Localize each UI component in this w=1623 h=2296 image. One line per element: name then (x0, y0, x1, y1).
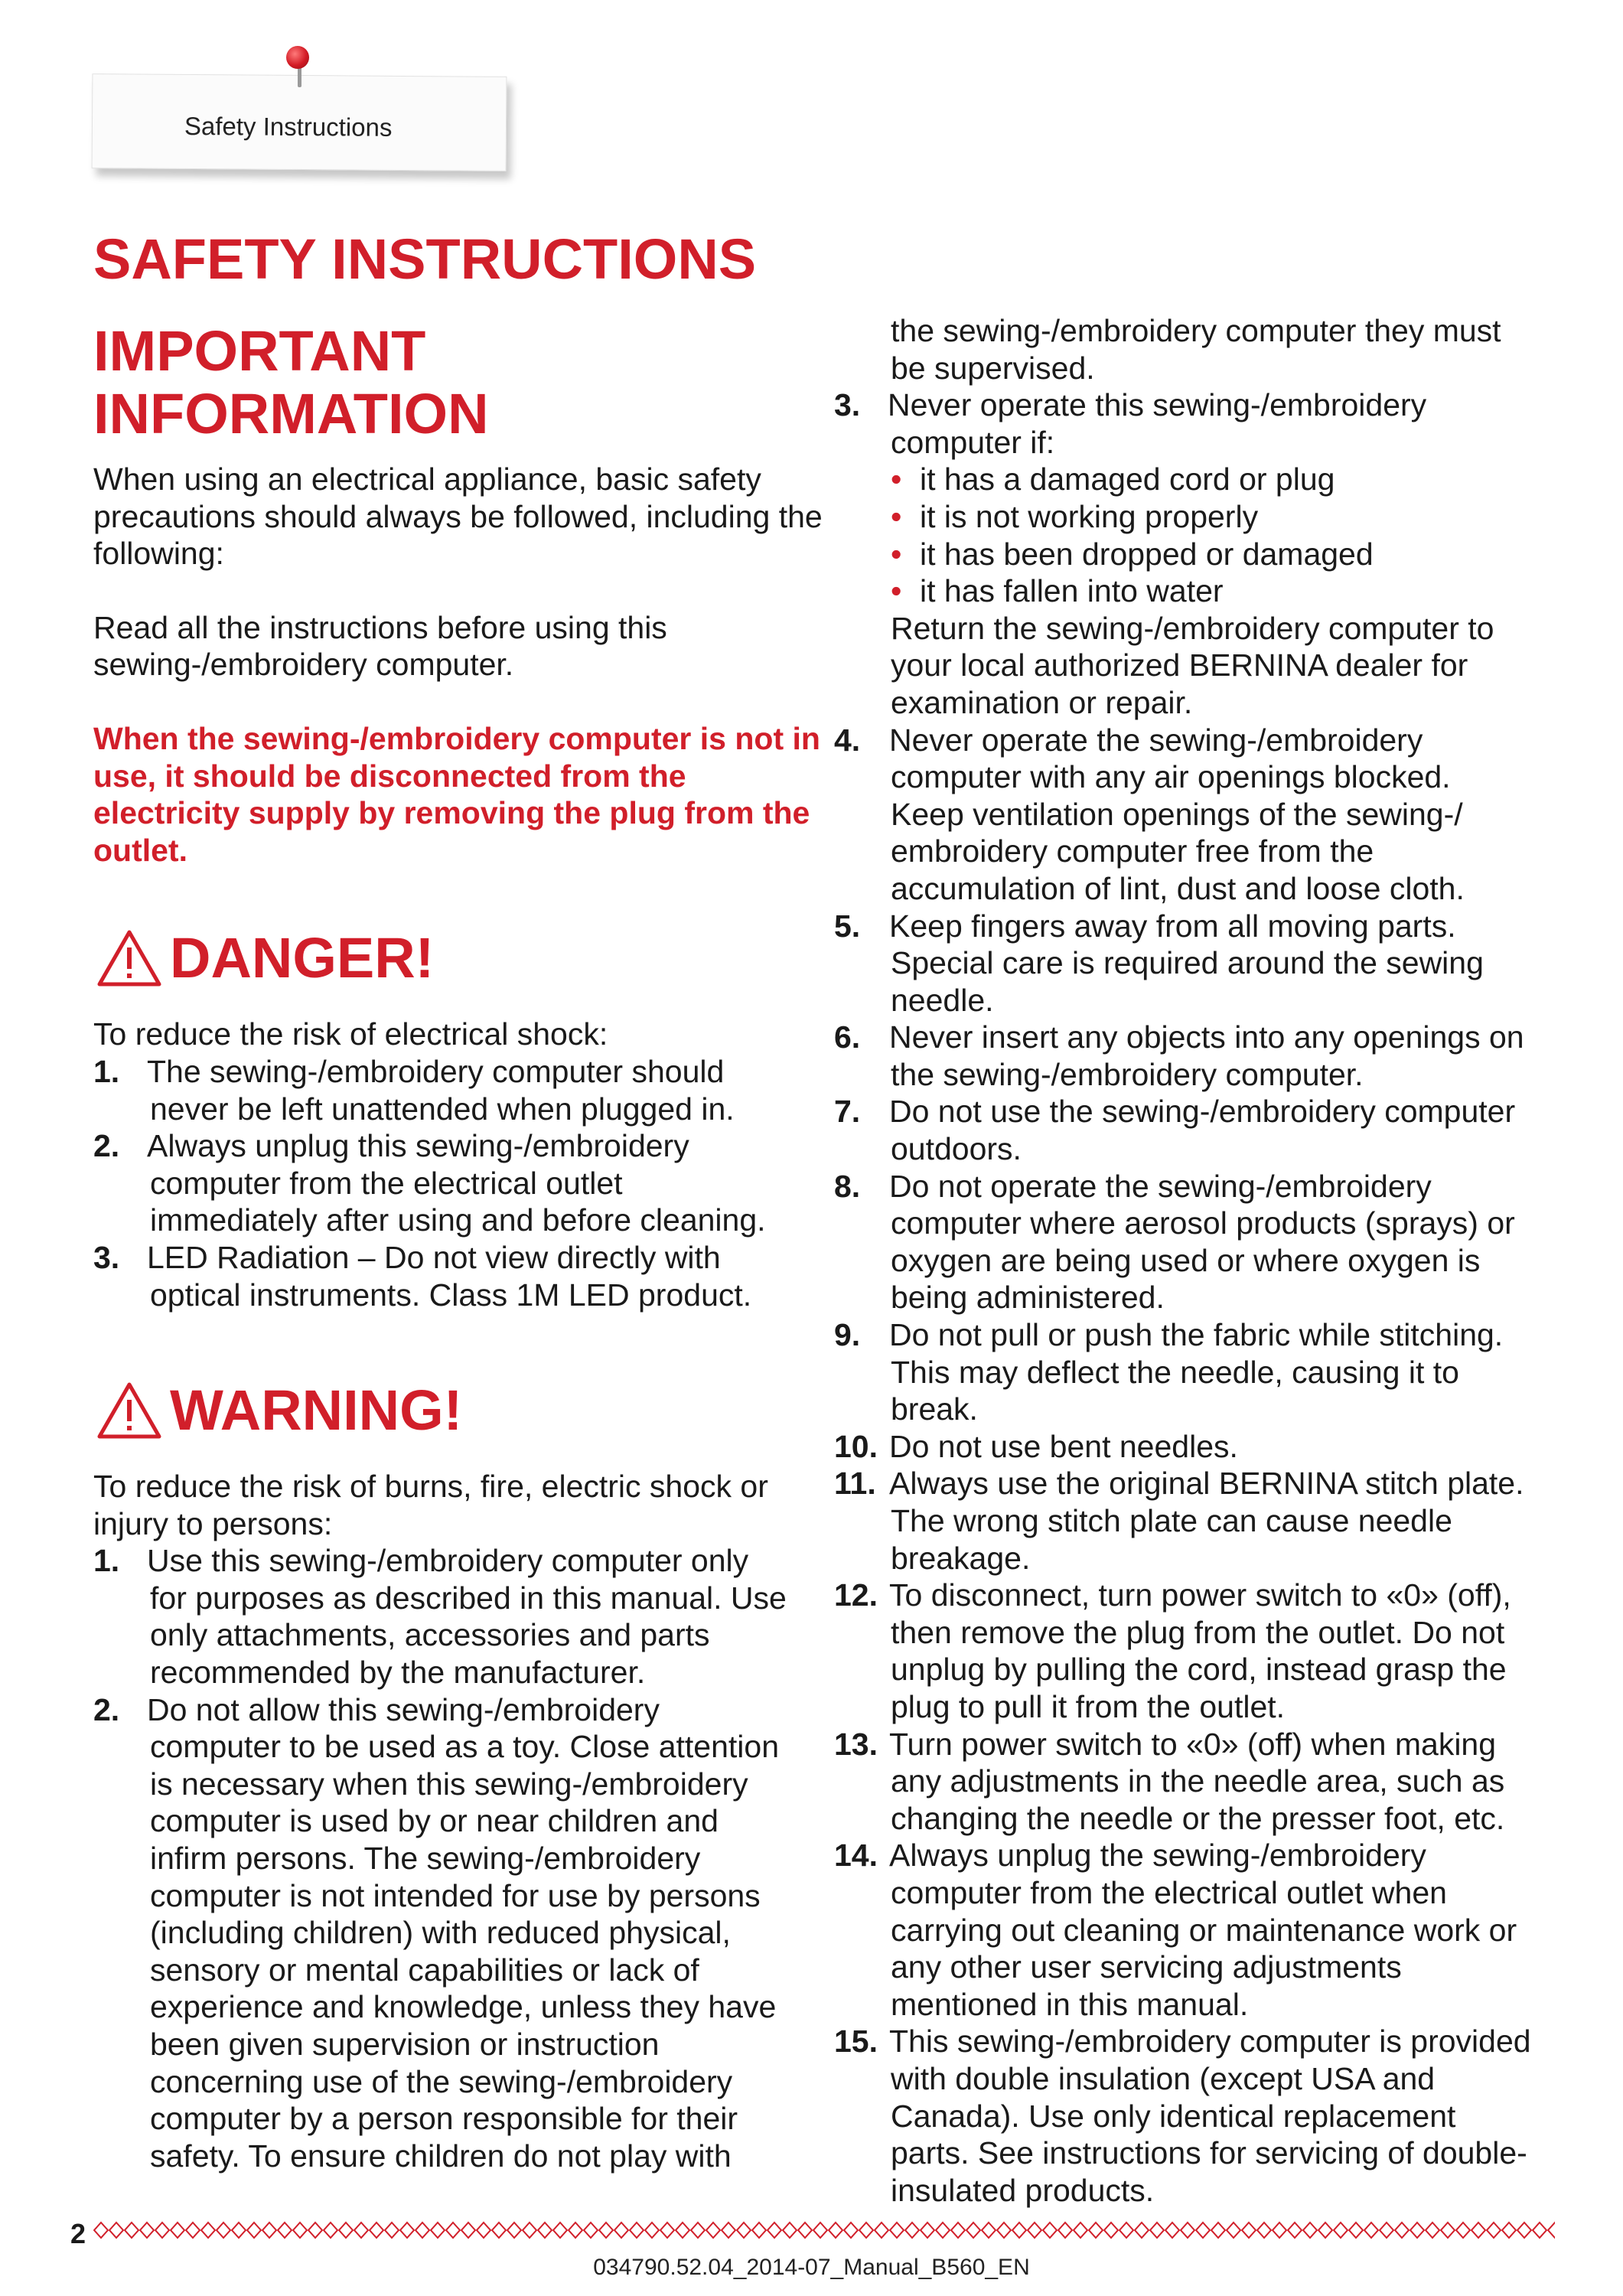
item-number: 13. (834, 1726, 878, 1762)
danger-heading (93, 927, 824, 990)
item-number: 3. (93, 1239, 120, 1275)
item-number: 14. (834, 1838, 878, 1874)
item-line: mentioned in this manual. (891, 1986, 1249, 2022)
item-number: 11. (834, 1466, 876, 1502)
item-line: computer with any air openings blocked. (891, 759, 1451, 795)
item-line: sensory or mental capabilities or lack of (150, 1952, 699, 1988)
list-item (834, 1726, 1553, 1763)
item-line: only attachments, accessories and parts (150, 1617, 710, 1653)
item-line: breakage. (891, 1540, 1031, 1576)
item-line: Do not use the sewing-/embroidery computer (889, 1094, 1516, 1130)
bullet-text: it has been dropped or damaged (920, 536, 1374, 572)
item-number: 9. (834, 1317, 861, 1353)
item-line: Never operate this sewing-/embroidery (888, 387, 1427, 423)
item-line: is necessary when this sewing-/embroidery (150, 1766, 748, 1802)
item-line: changing the needle or the presser foot, etc. (891, 1800, 1505, 1836)
bullet-dot-icon: • (891, 573, 902, 609)
item-line: computer if: (891, 424, 1055, 460)
item-line: being administered. (891, 1280, 1165, 1316)
list-item (834, 722, 1553, 759)
list-item (93, 1691, 824, 1729)
item-line: oxygen are being used or where oxygen is (891, 1242, 1481, 1278)
danger-list (93, 1053, 824, 1313)
item-line: computer is used by or near children and (150, 1803, 719, 1839)
warning-heading (93, 1379, 824, 1442)
pushpin-icon (286, 46, 309, 69)
item-line: computer from the electrical outlet when (891, 1874, 1447, 1910)
item-number: 6. (834, 1019, 861, 1055)
right-column (834, 312, 1553, 2209)
bullet-text: it has a damaged cord or plug (920, 461, 1335, 497)
bullet-dot-icon: • (891, 498, 902, 534)
item-line: outdoors. (891, 1131, 1022, 1167)
item-3-after-1: Return the sewing-/embroidery computer to (891, 610, 1494, 646)
item-line: then remove the plug from the outlet. Do not (891, 1614, 1505, 1650)
page-number: 2 (70, 2218, 86, 2249)
list-item (834, 1316, 1553, 1354)
item-line: Do not allow this sewing-/embroidery (147, 1691, 660, 1727)
list-item (834, 1168, 1553, 1205)
item-line: Always unplug the sewing-/embroidery (889, 1838, 1426, 1874)
warning-triangle-icon (96, 929, 162, 987)
item-line: This may deflect the needle, causing it to (891, 1354, 1459, 1390)
warning-list (93, 1542, 824, 2174)
header-tab-label: Safety Instructions (184, 111, 393, 142)
item-number: 1. (93, 1053, 120, 1089)
item-number: 3. (834, 387, 861, 423)
bullet-text: it is not working properly (920, 498, 1259, 534)
item-number: 12. (834, 1577, 878, 1613)
item-line: experience and knowledge, unless they have (150, 1989, 777, 2025)
bullet-list (834, 461, 1553, 609)
item-line: (including children) with reduced physical, (150, 1915, 731, 1951)
list-item (834, 1093, 1553, 1130)
list-item (93, 1239, 824, 1277)
item-line: infirm persons. The sewing-/embroidery (150, 1841, 701, 1877)
item-line: The wrong stitch plate can cause needle (891, 1503, 1452, 1538)
danger-heading-text: DANGER! (170, 926, 435, 990)
document-code: 034790.52.04_2014-07_Manual_B560_EN (593, 2255, 1030, 2280)
item-number: 4. (834, 722, 861, 758)
item-line: break. (891, 1391, 978, 1427)
left-column (93, 461, 824, 2174)
item-line: Do not use bent needles. (889, 1428, 1238, 1464)
item-line: never be left unattended when plugged in. (150, 1091, 735, 1127)
intro-paragraph-1: When using an electrical appliance, basic safety precautions should always be followed, including the following: (93, 461, 823, 572)
section-subtitle: IMPORTANT INFORMATION (93, 319, 489, 445)
item-line: unplug by pulling the cord, instead grasp the (891, 1652, 1507, 1688)
bullet-dot-icon: • (891, 536, 902, 572)
list-item (93, 1053, 824, 1091)
item-line: safety. To ensure children do not play with (150, 2138, 732, 2174)
item-line: accumulation of lint, dust and loose cloth. (891, 870, 1465, 906)
item-number: 15. (834, 2024, 878, 2060)
item-line: concerning use of the sewing-/embroidery (150, 2063, 733, 2099)
warning-list-continued (834, 722, 1553, 2210)
list-item (93, 1127, 824, 1165)
item-line: Turn power switch to «0» (off) when making (889, 1726, 1497, 1762)
item-line: for purposes as described in this manual. Use (150, 1580, 787, 1616)
item-line: plug to pull it from the outlet. (891, 1688, 1286, 1724)
item-line: embroidery computer free from the (891, 833, 1374, 869)
item-line: computer to be used as a toy. Close attention (150, 1729, 780, 1765)
bullet-text: it has fallen into water (920, 573, 1224, 609)
list-item (834, 1465, 1553, 1502)
item-line: with double insulation (except USA and (891, 2060, 1436, 2096)
warning-lead-1: To reduce the risk of burns, fire, electric shock or (93, 1469, 768, 1505)
item-number: 10. (834, 1428, 878, 1464)
page-title: SAFETY INSTRUCTIONS (93, 227, 757, 291)
item-line: recommended by the manufacturer. (150, 1655, 646, 1691)
item-line: Do not pull or push the fabric while stitching. (889, 1317, 1504, 1353)
item-line: Always use the original BERNINA stitch plate. (889, 1466, 1524, 1502)
item-line: Keep ventilation openings of the sewing-/ (891, 796, 1463, 832)
list-item (93, 1542, 824, 1580)
list-item (834, 908, 1553, 945)
item-line: optical instruments. Class 1M LED product. (150, 1277, 752, 1313)
item-number: 2. (93, 1691, 120, 1727)
item-line: the sewing-/embroidery computer. (891, 1056, 1364, 1092)
item-line: Never insert any objects into any openings on (889, 1019, 1524, 1055)
item-line: The sewing-/embroidery computer should (147, 1053, 725, 1089)
item-line: LED Radiation – Do not view directly with (147, 1239, 721, 1275)
bullet-item (834, 536, 1553, 573)
item-3-after-2: your local authorized BERNINA dealer for (891, 647, 1468, 683)
item-line: computer is not intended for use by persons (150, 1877, 761, 1913)
bullet-item (834, 572, 1553, 610)
footer-diamond-rule (93, 2219, 1555, 2241)
item-line: been given supervision or instruction (150, 2027, 660, 2062)
item-number: 2. (93, 1128, 120, 1164)
item-line: computer by a person responsible for their (150, 2101, 738, 2137)
bullet-item (834, 461, 1553, 498)
list-item (834, 1019, 1553, 1056)
item-3-after-3: examination or repair. (891, 684, 1193, 720)
list-item (834, 1577, 1553, 1614)
item-line: This sewing-/embroidery computer is provided (889, 2024, 1531, 2060)
bullet-item (834, 498, 1553, 536)
item-line: insulated products. (891, 2172, 1155, 2208)
item-line: any adjustments in the needle area, such as (891, 1763, 1505, 1799)
item-line: immediately after using and before cleaning. (150, 1202, 766, 1238)
item-line: Do not operate the sewing-/embroidery (889, 1168, 1432, 1204)
item-line: Use this sewing-/embroidery computer only (147, 1543, 749, 1579)
list-item (834, 2023, 1553, 2060)
item-number: 8. (834, 1168, 861, 1204)
item-line: To disconnect, turn power switch to «0» (off), (889, 1577, 1511, 1613)
item-line: needle. (891, 982, 994, 1018)
unplug-notice: When the sewing-/embroidery computer is not in use, it should be disconnected from the electricity supply by removing the plug from the outlet. (93, 720, 820, 868)
item-line: Canada). Use only identical replacement (891, 2098, 1456, 2134)
list-item (834, 1837, 1553, 1874)
item-line: computer where aerosol products (sprays) or (891, 1205, 1515, 1241)
item-2-continued-2: be supervised. (891, 350, 1095, 386)
list-item (834, 1428, 1553, 1466)
item-number: 5. (834, 908, 861, 944)
item-line: carrying out cleaning or maintenance work or (891, 1912, 1517, 1948)
danger-lead: To reduce the risk of electrical shock: (93, 1016, 608, 1052)
item-number: 1. (93, 1543, 120, 1579)
warning-lead-2: injury to persons: (93, 1505, 333, 1541)
item-line: computer from the electrical outlet (150, 1165, 623, 1201)
bullet-dot-icon: • (891, 461, 902, 497)
item-line: any other user servicing adjustments (891, 1949, 1402, 1985)
item-line: Never operate the sewing-/embroidery (889, 722, 1423, 758)
header-tab (92, 73, 507, 171)
item-line: Keep fingers away from all moving parts. (889, 908, 1456, 944)
item-2-continued-1: the sewing-/embroidery computer they must (891, 313, 1501, 348)
item-number: 7. (834, 1094, 861, 1130)
warning-item-3 (834, 386, 1553, 424)
item-line: parts. See instructions for servicing of double- (891, 2135, 1527, 2171)
warning-heading-text: WARNING! (170, 1378, 463, 1443)
item-line: Always unplug this sewing-/embroidery (147, 1128, 689, 1164)
warning-triangle-icon (96, 1381, 162, 1440)
item-line: Special care is required around the sewing (891, 945, 1484, 981)
intro-paragraph-2: Read all the instructions before using this sewing-/embroidery computer. (93, 609, 667, 683)
